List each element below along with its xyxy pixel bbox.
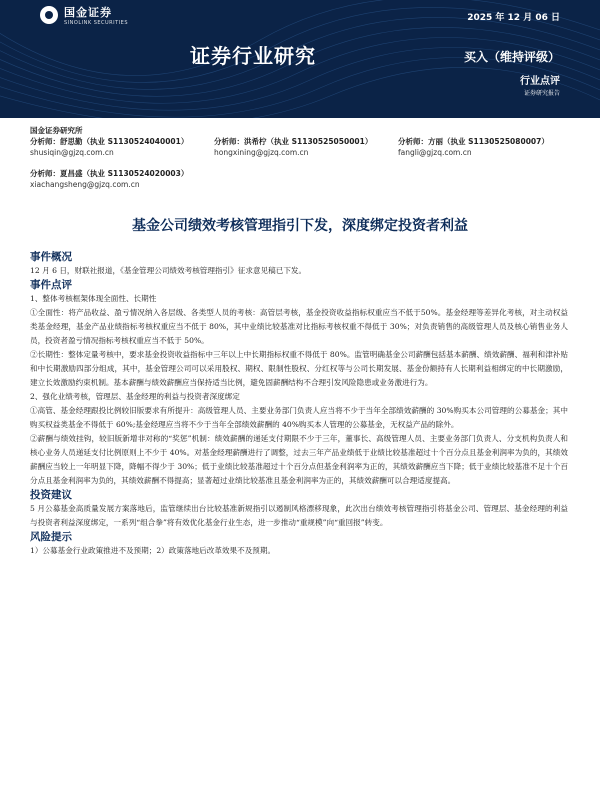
analyst-email[interactable]: shusiqin@gjzq.com.cn — [30, 148, 114, 157]
analyst-email[interactable]: hongxining@gjzq.com.cn — [214, 148, 309, 157]
comment-paragraph: ①高管、基金经理跟投比例较旧版要求有所提升：高级管理人员、主要业务部门负责人应当将不少于当年全部绩效薪酬的 30%购买本公司管理的公募基金；其中购买权益类基金不得低于 60%;基金经理应当将不少于当年全部绩效薪酬的 40%购买本人管理的公募基金，无权益产品的除外。 — [30, 406, 568, 429]
risk-text: 1）公募基金行业政策推进不及预期；2）政策落地后改革效果不及预期。 — [30, 546, 276, 555]
rating-badge: 买入（维持评级） — [463, 50, 560, 64]
analyst-email[interactable]: fangli@gjzq.com.cn — [398, 148, 472, 157]
section-heading-comment: 事件点评 — [30, 279, 72, 291]
comment-paragraph: ②长期性：整体定量考核中，要求基金投资收益指标中三年以上中长期指标权重不得低于 80%。监管明确基金公司薪酬包括基本薪酬、绩效薪酬、福利和津补贴和中长期激励四部分组成，其中，基金管理公司可以采用股权、期权、限制性股权、分红权等与公司长期发展、基金份额持有人长期利益相绑定的中长期激励，建立长效激励约束机制。基本薪酬与绩效薪酬应当保持适当比例，避免固薪酬结构不合理引发风险隐患或业务激进行为。 — [30, 350, 568, 387]
report-body — [30, 250, 568, 558]
analyst-name: 分析师：洪希柠（执业 S1130525050001） — [214, 137, 373, 146]
analyst-card — [30, 136, 210, 158]
report-category: 行业点评 — [520, 76, 560, 87]
section-heading-overview: 事件概况 — [30, 251, 72, 263]
report-subcategory: 证券研究报告 — [523, 90, 560, 97]
logo-name-cn: 国金证券 — [64, 6, 112, 19]
analyst-card — [30, 168, 210, 190]
section-heading-risk: 风险提示 — [30, 531, 72, 543]
institute-name: 国金证券研究所 — [30, 126, 83, 135]
analyst-name: 分析师：舒思勤（执业 S1130524040001） — [30, 137, 189, 146]
analyst-card — [214, 136, 394, 158]
report-type: 证券行业研究 — [190, 44, 316, 68]
overview-text: 12 月 6 日，财联社报道，《基金管理公司绩效考核管理指引》征求意见稿已下发。 — [30, 266, 307, 275]
report-title: 基金公司绩效考核管理指引下发，深度绑定投资者利益 — [132, 218, 468, 234]
analyst-card — [398, 136, 578, 158]
comment-paragraph: ①全面性：将产品收益、盈亏情况纳入各层级、各类型人员的考核：高管层考核，基金投资收益指标权重应当不低于50%。基金经理等差异化考核，对主动权益类基金经理，基金产品业绩指标考核权重应当不低于 80%，其中业绩比较基准对比指标考核权重不得低于 30%；对负责销售的高级管理人员及核心销售业务人员，投资者盈亏情况指标考核权重应当不低于 50%。 — [30, 308, 568, 345]
company-logo — [40, 4, 128, 26]
report-header — [0, 0, 600, 118]
logo-icon — [40, 6, 58, 24]
analyst-email[interactable]: xiachangsheng@gjzq.com.cn — [30, 180, 140, 189]
analyst-name: 分析师：方丽（执业 S1130525080007） — [398, 137, 549, 146]
analyst-block — [30, 125, 590, 190]
analyst-name: 分析师：夏昌盛（执业 S1130524020003） — [30, 169, 189, 178]
comment-paragraph: ②薪酬与绩效挂钩，较旧版新增非对称的“奖惩”机制：绩效薪酬的递延支付期限不少于三年，董事长、高级管理人员、主要业务部门负责人、分支机构负责人和核心业务人员递延支付比例原则上不少于 40%。对基金经理薪酬进行了调整，过去三年产品业绩低于业绩比较基准超过十个百分点且基金利润率为负的，其绩效薪酬应当较上一年明显下降，降幅不得少于 30%；低于业绩比较基准超过十个百分点但基金利润率为正的，其绩效薪酬应当下降；低于业绩比较基准不足十个百分点且基金利润率为负的，其绩效薪酬不得提高；显著超过业绩比较基准且基金利润率为正的，其绩效薪酬可以合理适度提高。 — [30, 434, 568, 485]
comment-point-1: 1、整体考核框架体现全面性、长期性 — [30, 294, 157, 303]
advice-text: 5 月公募基金高质量发展方案落地后，监管继续出台比较基准新规指引以遏制风格漂移现象，此次出台绩效考核管理指引将基金公司、管理层、基金经理的利益与投资者利益深度绑定，一系列“组合拳”将有效优化基金行业生态，进一步推动“重规模”向“重回报”转变。 — [30, 504, 568, 527]
report-date: 2025 年 12 月 06 日 — [467, 13, 560, 23]
section-heading-advice: 投资建议 — [30, 489, 72, 501]
logo-name-en: SINOLINK SECURITIES — [64, 20, 128, 26]
comment-point-2: 2、强化业绩考核，管理层、基金经理的利益与投资者深度绑定 — [30, 392, 240, 401]
